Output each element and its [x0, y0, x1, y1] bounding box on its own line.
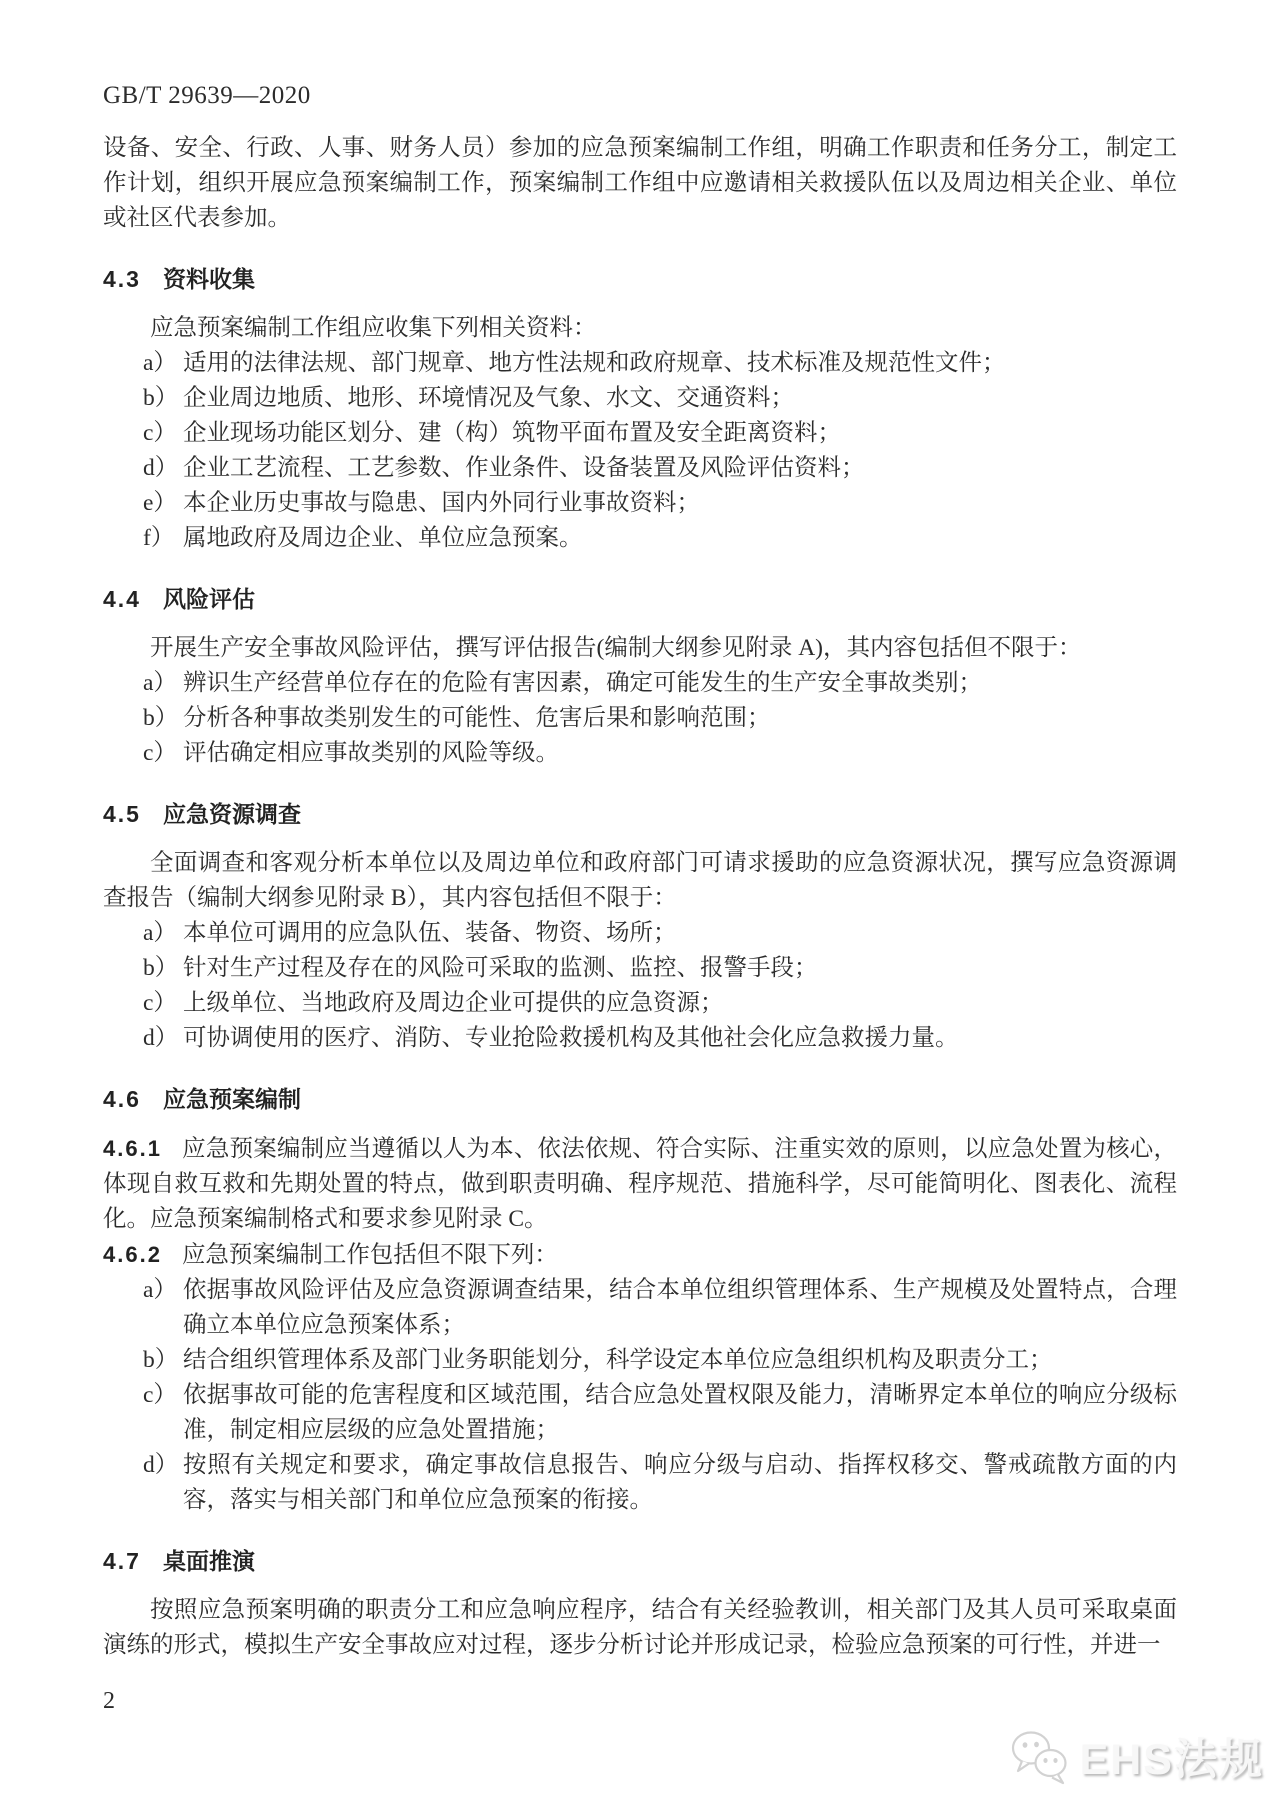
- clause-number: 4.6.1: [103, 1136, 162, 1161]
- clause-text: 应急预案编制工作包括但不限下列：: [181, 1242, 558, 1268]
- section-number: 4.7: [103, 1548, 141, 1574]
- list-item-text: 按照有关规定和要求，确定事故信息报告、响应分级与启动、指挥权移交、警戒疏散方面的内容，落实与相关部门和单位应急预案的衔接。: [183, 1452, 1177, 1513]
- paragraph: 应急预案编制工作组应收集下列相关资料：: [150, 315, 597, 341]
- watermark-label: EHS法规: [1079, 1736, 1264, 1784]
- clause-paragraph: [103, 1131, 1177, 1237]
- list-item: [103, 521, 1177, 556]
- list-item: [103, 1021, 1177, 1056]
- list-item: [103, 451, 1177, 486]
- list-item-marker: d）: [143, 1452, 179, 1478]
- list-item-text: 本企业历史事故与隐患、国内外同行业事故资料；: [183, 490, 700, 516]
- list-item-marker: a）: [143, 1277, 177, 1303]
- paragraph: 开展生产安全事故风险评估，撰写评估报告(编制大纲参见附录 A)，其内容包括但不限于：: [150, 635, 1082, 661]
- list-item: [103, 666, 1177, 701]
- list-item-text: 评估确定相应事故类别的风险等级。: [183, 740, 559, 766]
- list-item-marker: c）: [143, 420, 177, 446]
- list-item-marker: b）: [143, 385, 179, 411]
- list-item-marker: c）: [143, 1382, 177, 1408]
- watermark: [1008, 1726, 1264, 1787]
- list-item-marker: a）: [143, 920, 177, 946]
- list-item-text: 依据事故可能的危害程度和区域范围，结合应急处置权限及能力，清晰界定本单位的响应分级标准，制定相应层级的应急处置措施；: [183, 1382, 1177, 1443]
- list-item: [103, 346, 1177, 381]
- section-title: 风险评估: [162, 586, 255, 612]
- list-item-marker: b）: [143, 705, 179, 731]
- list-item: [103, 416, 1177, 451]
- wechat-icon: [1008, 1728, 1070, 1786]
- paragraph: 设备、安全、行政、人事、财务人员）参加的应急预案编制工作组，明确工作职责和任务分工，制定工作计划，组织开展应急预案编制工作，预案编制工作组中应邀请相关救援队伍以及周边相关企业、单位或社区代表参加。: [103, 135, 1177, 231]
- list-item: [103, 986, 1177, 1021]
- section-title: 应急资源调查: [162, 801, 301, 827]
- section-number: 4.4: [103, 586, 141, 612]
- list-item: [103, 951, 1177, 986]
- list-item-marker: d）: [143, 455, 179, 481]
- section-number: 4.5: [103, 801, 141, 827]
- standard-number: GB/T 29639—2020: [103, 82, 311, 109]
- section-number: 4.6: [103, 1086, 141, 1112]
- paragraph: 全面调查和客观分析本单位以及周边单位和政府部门可请求援助的应急资源状况，撰写应急资源调查报告（编制大纲参见附录 B），其内容包括但不限于：: [103, 850, 1177, 911]
- section-title: 桌面推演: [162, 1548, 255, 1574]
- section-heading: [103, 1082, 1177, 1117]
- list-item-marker: a）: [143, 670, 177, 696]
- list-item-text: 适用的法律法规、部门规章、地方性法规和政府规章、技术标准及规范性文件；: [183, 350, 1006, 376]
- list-item: [103, 701, 1177, 736]
- section-heading: [103, 582, 1177, 617]
- list-item-text: 结合组织管理体系及部门业务职能划分，科学设定本单位应急组织机构及职责分工；: [183, 1347, 1053, 1373]
- list-item-text: 分析各种事故类别发生的可能性、危害后果和影响范围；: [183, 705, 771, 731]
- list-item-text: 上级单位、当地政府及周边企业可提供的应急资源；: [183, 990, 724, 1016]
- list-item: [103, 381, 1177, 416]
- clause-text: 应急预案编制应当遵循以人为本、依法依规、符合实际、注重实效的原则，以应急处置为核心，体现自救互救和先期处置的特点，做到职责明确、程序规范、措施科学，尽可能简明化、图表化、流程化。应急预案编制格式和要求参见附录 C。: [103, 1136, 1177, 1232]
- list-item: [103, 1343, 1177, 1378]
- list-item: [103, 1448, 1177, 1518]
- page-number: 2: [103, 1688, 115, 1714]
- list-item-marker: e）: [143, 490, 177, 516]
- list-item-marker: d）: [143, 1025, 179, 1051]
- section-title: 资料收集: [162, 266, 255, 292]
- list-item: [103, 736, 1177, 771]
- list-item-text: 针对生产过程及存在的风险可采取的监测、监控、报警手段；: [183, 955, 818, 981]
- clause-paragraph: [103, 1237, 1177, 1273]
- list-item: [103, 916, 1177, 951]
- list-item-marker: c）: [143, 740, 177, 766]
- section-heading: [103, 1544, 1177, 1579]
- section-heading: [103, 797, 1177, 832]
- list-item-marker: a）: [143, 350, 177, 376]
- page-header: [103, 82, 1177, 110]
- list-item-marker: c）: [143, 990, 177, 1016]
- list-item-text: 辨识生产经营单位存在的危险有害因素，确定可能发生的生产安全事故类别；: [183, 670, 982, 696]
- list-item-marker: f）: [143, 525, 175, 551]
- paragraph: 按照应急预案明确的职责分工和应急响应程序，结合有关经验教训，相关部门及其人员可采取桌面演练的形式，模拟生产安全事故应对过程，逐步分析讨论并形成记录，检验应急预案的可行性，并进一: [103, 1597, 1177, 1658]
- list-item-marker: b）: [143, 1347, 179, 1373]
- list-item-text: 本单位可调用的应急队伍、装备、物资、场所；: [183, 920, 677, 946]
- list-item-text: 可协调使用的医疗、消防、专业抢险救援机构及其他社会化应急救援力量。: [183, 1025, 959, 1051]
- section-title: 应急预案编制: [162, 1086, 301, 1112]
- clause-number: 4.6.2: [103, 1242, 162, 1267]
- list-item-text: 属地政府及周边企业、单位应急预案。: [183, 525, 583, 551]
- list-item-text: 企业周边地质、地形、环境情况及气象、水文、交通资料；: [183, 385, 794, 411]
- list-item-marker: b）: [143, 955, 179, 981]
- list-item: [103, 1273, 1177, 1343]
- section-heading: [103, 262, 1177, 297]
- list-item-text: 依据事故风险评估及应急资源调查结果，结合本单位组织管理体系、生产规模及处置特点，合理确立本单位应急预案体系；: [183, 1277, 1177, 1338]
- document-body: [103, 131, 1177, 1663]
- list-item-text: 企业工艺流程、工艺参数、作业条件、设备装置及风险评估资料；: [183, 455, 865, 481]
- list-item: [103, 1378, 1177, 1448]
- list-item: [103, 486, 1177, 521]
- section-number: 4.3: [103, 266, 141, 292]
- list-item-text: 企业现场功能区划分、建（构）筑物平面布置及安全距离资料；: [183, 420, 841, 446]
